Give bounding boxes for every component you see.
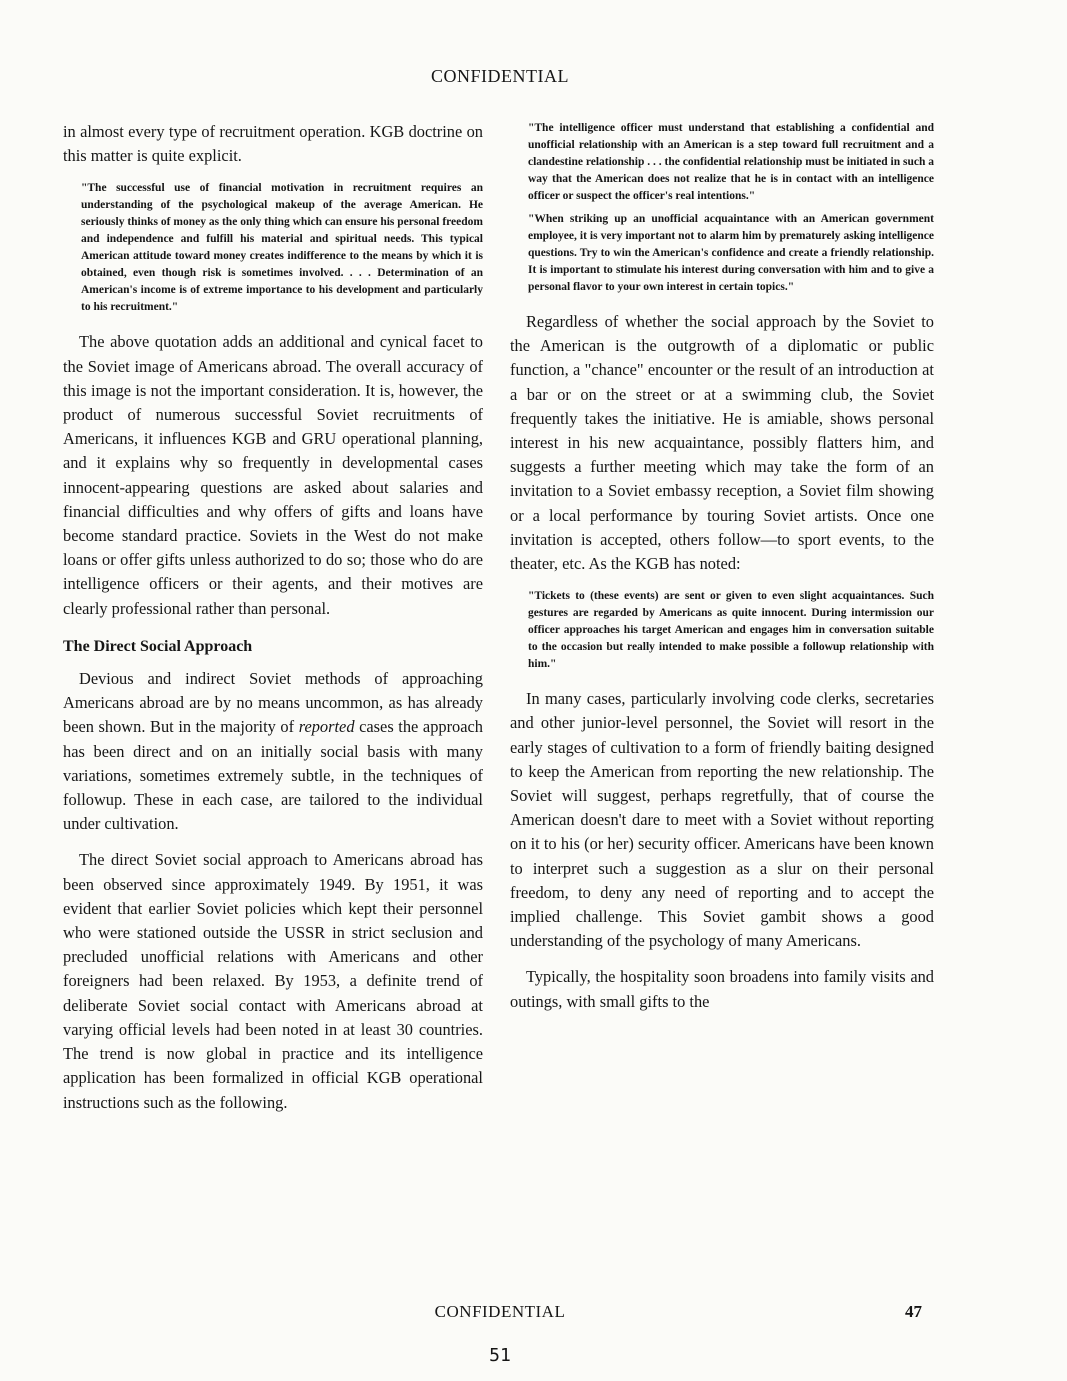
paragraph-soviet-image: The above quotation adds an additional and cynical facet to the Soviet image of Americans abroad. The overall accuracy of this image is not the important consideration. It is, however, the product of numerous successful Soviet recruitments of Americans, it influences KGB and GRU operational planning, and it explains why so frequently in developmental cases innocent-appearing questions are asked about salaries and financial difficulties and why offers of gifts and loans have become standard practice. Soviets in the West do not make loans or offer gifts unless authorized to do so; those who do are intelligence officers or their agents, and their motives are clearly professional rather than personal. bbox=[63, 332, 483, 618]
paragraph-2-part-1: Devious and indirect Soviet methods of approaching Americans abroad are by no means uncommon, as has already been shown. But in the majority of bbox=[63, 669, 483, 737]
scan-page-number: 51 bbox=[489, 1345, 511, 1366]
quote-unofficial-acquaintance: "When striking up an unofficial acquaintance with an American government employee, it is very important not to alarm him by prematurely asking intelligence questions. Try to win the American's confidence and create a friendly relationship. It is important to stimulate his interest during conversation with him and to give a personal flavor to your own interest in certain topics." bbox=[528, 213, 934, 293]
left-column bbox=[63, 120, 483, 1127]
paragraph-2-emphasis: reported bbox=[298, 717, 355, 737]
paragraph-social-approach: Regardless of whether the social approach by the Soviet to the American is the outgrowth of a diplomatic or public function, a "chance" encounter or the result of an introduction at a bar or on the street or at a swimming club, the Soviet frequently takes the initiative. He is amiable, shows personal interest in his new acquaintance, possibly flatters him, and suggests a further meeting which may take the form of an invitation to a Soviet embassy reception, a Soviet film showing or a local performance by touring Soviet artists. Once one invitation is accepted, others follow—to sport events, to the theater, etc. As the KGB has noted: bbox=[510, 312, 934, 574]
paragraph-devious-methods bbox=[63, 667, 483, 836]
paragraph-hospitality: Typically, the hospitality soon broadens into family visits and outings, with small gifts to the bbox=[510, 967, 934, 1011]
quote-financial-motivation: "The successful use of financial motivation in recruitment requires an understanding of the psychological makeup of the average American. He seriously thinks of money as the only thing which can ensure his personal freedom and independence and fulfill his material and spiritual needs. This typical American attitude toward money creates indifference to the means by which it is obtained, even though risk is sometimes involved. . . . Determination of an American's income is of extreme importance to his development and particularly to his recruitment." bbox=[81, 182, 483, 314]
footer-classification: CONFIDENTIAL bbox=[434, 1302, 566, 1321]
quote-confidential-relationship: "The intelligence officer must understand that establishing a confidential and unofficial relationship with an American is a step toward full recruitment and a clandestine relationship . . . the confidential relationship must be initiated in such a way that the American does not realize that he is in contact with an intelligence officer or suspect the officer's real intentions." bbox=[528, 122, 934, 202]
quote-tickets: "Tickets to (these events) are sent or given to even slight acquaintances. Such gestures are regarded by Americans as quite innocent. During intermission our officer approaches his target American and engages him in conversation suitable to the occasion but really intended to make possible a followup relationship with him." bbox=[528, 590, 934, 671]
right-column bbox=[510, 120, 934, 1026]
paragraph-friendly-baiting: In many cases, particularly involving code clerks, secretaries and other junior-level personnel, the Soviet will resort in the early stages of cultivation to a form of friendly baiting designed to keep the American from reporting the new relationship. The Soviet will suggest, perhaps regretfully, that of course the American doesn't dare to meet with a Soviet without reporting on it to his (or her) security officer. Americans have been known to interpret such a suggestion as a slur on their personal freedom, to deny any need of reporting and to accept the implied challenge. This Soviet gambit shows a good understanding of the psychology of many Americans. bbox=[510, 689, 934, 951]
paragraph-direct-approach: The direct Soviet social approach to Americans abroad has been observed since approximately 1949. By 1951, it was evident that earlier Soviet policies which kept their personnel who were stationed outside the USSR in strict seclusion and precluded unofficial relations with Americans and other foreigners had been relaxed. By 1953, a definite trend of deliberate Soviet social contact with Americans abroad at varying official levels had been noted in at least 30 countries. The trend is now global in practice and its intelligence application has been formalized in official KGB operational instructions such as the following. bbox=[63, 850, 483, 1112]
section-title: The Direct Social Approach bbox=[63, 637, 253, 655]
page-number: 47 bbox=[905, 1302, 922, 1321]
header-classification: CONFIDENTIAL bbox=[431, 66, 569, 86]
paragraph-2-part-2: cases the approach has been direct and on an initially social basis with many variations, sometimes extremely subtle, in the techniques of followup. These in each case, are tailored to the individual under cultivation. bbox=[63, 717, 483, 834]
intro-paragraph: in almost every type of recruitment operation. KGB doctrine on this matter is quite explicit. bbox=[63, 122, 483, 166]
